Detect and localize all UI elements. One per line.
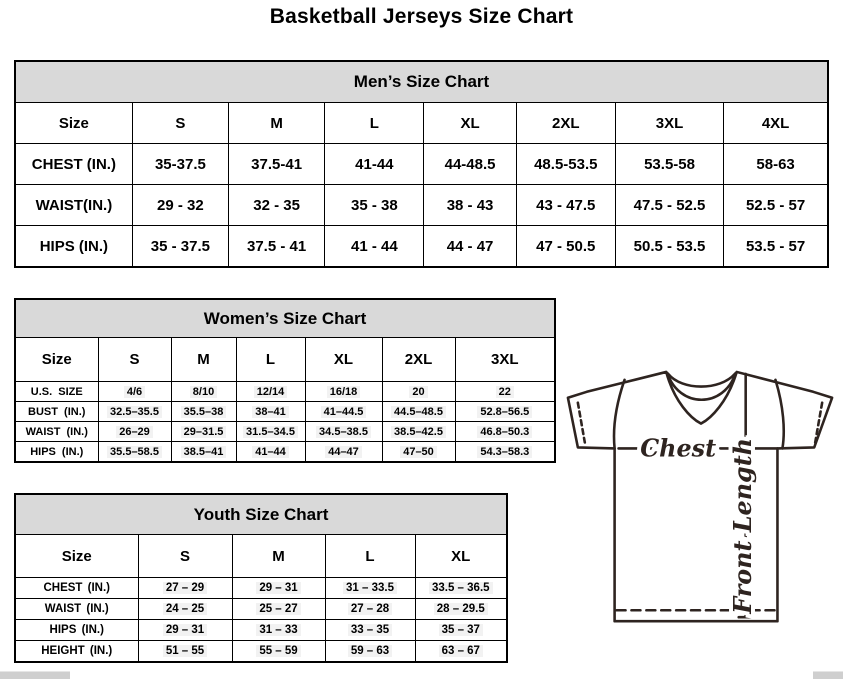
size-value: 31.5–34.5 xyxy=(243,426,298,438)
size-value: 38.5–42.5 xyxy=(391,426,446,438)
size-value-cell: 32 - 35 xyxy=(229,185,325,226)
size-value: 34.5–38.5 xyxy=(316,426,371,438)
size-value: 27 – 28 xyxy=(348,603,392,615)
size-value-cell xyxy=(325,599,415,620)
size-value: 16/18 xyxy=(327,386,361,398)
size-value: 32.5–35.5 xyxy=(107,406,162,418)
size-value-cell xyxy=(325,620,415,641)
size-value-cell: 48.5-53.5 xyxy=(516,144,615,185)
size-value-cell xyxy=(305,442,382,463)
size-value-cell xyxy=(305,422,382,442)
size-value: 63 – 67 xyxy=(439,645,483,657)
column-header: 3XL xyxy=(455,338,555,382)
size-value-cell xyxy=(415,599,507,620)
row-label: HEIGHT (IN.) xyxy=(15,641,138,663)
youth-chart-title: Youth Size Chart xyxy=(15,494,507,535)
page-title: Basketball Jerseys Size Chart xyxy=(269,5,574,28)
table-row xyxy=(15,226,828,268)
size-value-cell: 47.5 - 52.5 xyxy=(615,185,723,226)
size-value: 12/14 xyxy=(254,386,288,398)
row-label: HIPS (IN.) xyxy=(15,442,98,463)
size-value: 26–29 xyxy=(116,426,153,438)
column-header: M xyxy=(171,338,236,382)
table-row xyxy=(15,382,555,402)
size-value-cell xyxy=(232,578,325,599)
size-value-cell xyxy=(415,578,507,599)
size-value: 46.8–50.3 xyxy=(477,426,532,438)
size-value: 8/10 xyxy=(190,386,217,398)
left-cuff-dashed-line xyxy=(578,403,585,443)
size-value-cell: 37.5-41 xyxy=(229,144,325,185)
size-value-cell xyxy=(98,442,171,463)
collar-arc-outer xyxy=(668,374,735,387)
row-label: HIPS (IN.) xyxy=(15,226,132,268)
column-header: S xyxy=(132,103,228,144)
size-value-cell xyxy=(455,422,555,442)
table-row xyxy=(15,185,828,226)
size-value: 33 – 35 xyxy=(348,624,392,636)
column-header: S xyxy=(98,338,171,382)
mens-chart-title: Men’s Size Chart xyxy=(15,61,828,103)
size-value: 29 – 31 xyxy=(256,582,300,594)
size-value-cell xyxy=(415,620,507,641)
size-value: 22 xyxy=(496,386,514,398)
size-value: 44–47 xyxy=(325,446,362,458)
row-label: BUST (IN.) xyxy=(15,402,98,422)
left-armhole-seam xyxy=(614,380,625,449)
size-value-cell xyxy=(382,442,455,463)
size-value: 35 – 37 xyxy=(439,624,483,636)
size-value-cell xyxy=(236,442,305,463)
column-header: 4XL xyxy=(724,103,828,144)
size-value: 55 – 59 xyxy=(256,645,300,657)
size-value: 38.5–41 xyxy=(181,446,227,458)
right-armhole-seam xyxy=(775,380,783,449)
size-value: 54.3–58.3 xyxy=(477,446,532,458)
row-label: HIPS (IN.) xyxy=(15,620,138,641)
size-corner-header: Size xyxy=(15,535,138,578)
column-header: L xyxy=(325,535,415,578)
size-value: 59 – 63 xyxy=(348,645,392,657)
size-value-cell xyxy=(382,382,455,402)
size-value-cell: 35 - 37.5 xyxy=(132,226,228,268)
size-value: 33.5 – 36.5 xyxy=(429,582,493,594)
size-value-cell: 29 - 32 xyxy=(132,185,228,226)
size-value-cell xyxy=(382,402,455,422)
size-value-cell xyxy=(455,402,555,422)
jersey-outline xyxy=(568,372,832,621)
size-value: 35.5–58.5 xyxy=(107,446,162,458)
size-value: 25 – 27 xyxy=(256,603,300,615)
size-value-cell xyxy=(455,382,555,402)
size-value: 47–50 xyxy=(400,446,437,458)
size-value-cell xyxy=(232,599,325,620)
size-value: 29 – 31 xyxy=(163,624,207,636)
size-value-cell xyxy=(98,422,171,442)
size-value: 41–44 xyxy=(252,446,289,458)
chest-label: Chest xyxy=(640,434,717,463)
size-value-cell xyxy=(171,382,236,402)
size-value: 28 – 29.5 xyxy=(434,603,488,615)
size-value: 27 – 29 xyxy=(163,582,207,594)
horizontal-scrollbar-thumb-left[interactable] xyxy=(0,671,70,679)
womens-size-chart-table xyxy=(14,298,556,463)
size-value-cell: 52.5 - 57 xyxy=(724,185,828,226)
table-row xyxy=(15,620,507,641)
jersey-measurement-diagram xyxy=(557,360,843,652)
table-row xyxy=(15,599,507,620)
size-value: 4/6 xyxy=(124,386,145,398)
size-value: 51 – 55 xyxy=(163,645,207,657)
row-label: U.S. SIZE xyxy=(15,382,98,402)
table-row xyxy=(15,641,507,663)
womens-chart-title: Women’s Size Chart xyxy=(15,299,555,338)
column-header-row xyxy=(15,338,555,382)
column-header: L xyxy=(236,338,305,382)
table-row xyxy=(15,422,555,442)
horizontal-scrollbar-thumb-right[interactable] xyxy=(813,671,843,679)
table-row xyxy=(15,578,507,599)
row-label: CHEST (IN.) xyxy=(15,578,138,599)
size-value-cell: 44-48.5 xyxy=(424,144,516,185)
size-value: 38–41 xyxy=(252,406,289,418)
size-value-cell xyxy=(171,402,236,422)
size-value-cell xyxy=(98,382,171,402)
column-header: XL xyxy=(415,535,507,578)
size-value-cell: 38 - 43 xyxy=(424,185,516,226)
size-value-cell: 37.5 - 41 xyxy=(229,226,325,268)
size-value-cell: 53.5 - 57 xyxy=(724,226,828,268)
size-value-cell xyxy=(232,641,325,663)
row-label: WAIST (IN.) xyxy=(15,422,98,442)
size-value-cell xyxy=(236,422,305,442)
column-header: M xyxy=(232,535,325,578)
size-value: 29–31.5 xyxy=(181,426,227,438)
mens-size-chart-table xyxy=(14,60,829,268)
size-value: 20 xyxy=(409,386,427,398)
size-value-cell xyxy=(305,382,382,402)
table-row xyxy=(15,402,555,422)
column-header-row xyxy=(15,535,507,578)
table-row xyxy=(15,442,555,463)
size-value-cell: 41 - 44 xyxy=(325,226,424,268)
front-length-label: Front Length xyxy=(729,437,758,614)
size-value-cell: 50.5 - 53.5 xyxy=(615,226,723,268)
size-value-cell xyxy=(171,442,236,463)
size-corner-header: Size xyxy=(15,338,98,382)
size-value: 31 – 33.5 xyxy=(343,582,397,594)
youth-size-chart-table xyxy=(14,493,508,663)
size-value-cell: 53.5-58 xyxy=(615,144,723,185)
column-header: XL xyxy=(424,103,516,144)
size-value-cell: 44 - 47 xyxy=(424,226,516,268)
size-value-cell xyxy=(382,422,455,442)
table-row xyxy=(15,144,828,185)
size-value-cell xyxy=(138,578,232,599)
size-value-cell xyxy=(305,402,382,422)
column-header: S xyxy=(138,535,232,578)
size-value-cell: 58-63 xyxy=(724,144,828,185)
size-value-cell: 47 - 50.5 xyxy=(516,226,615,268)
size-corner-header: Size xyxy=(15,103,132,144)
size-value-cell: 41-44 xyxy=(325,144,424,185)
row-label: WAIST(IN.) xyxy=(15,185,132,226)
column-header: 3XL xyxy=(615,103,723,144)
column-header: 2XL xyxy=(382,338,455,382)
size-value-cell xyxy=(138,641,232,663)
column-header: XL xyxy=(305,338,382,382)
column-header: M xyxy=(229,103,325,144)
size-value-cell xyxy=(325,578,415,599)
size-value: 24 – 25 xyxy=(163,603,207,615)
size-value: 41–44.5 xyxy=(321,406,367,418)
row-label: WAIST (IN.) xyxy=(15,599,138,620)
size-value: 31 – 33 xyxy=(256,624,300,636)
size-value-cell xyxy=(236,382,305,402)
size-value-cell xyxy=(138,620,232,641)
size-value-cell xyxy=(455,442,555,463)
size-value-cell: 43 - 47.5 xyxy=(516,185,615,226)
size-value-cell xyxy=(232,620,325,641)
size-value-cell xyxy=(138,599,232,620)
size-value-cell xyxy=(325,641,415,663)
column-header: 2XL xyxy=(516,103,615,144)
size-value-cell: 35 - 38 xyxy=(325,185,424,226)
row-label: CHEST (IN.) xyxy=(15,144,132,185)
size-value: 52.8–56.5 xyxy=(477,406,532,418)
column-header-row xyxy=(15,103,828,144)
size-value: 44.5–48.5 xyxy=(391,406,446,418)
column-header: L xyxy=(325,103,424,144)
size-value-cell xyxy=(415,641,507,663)
size-value: 35.5–38 xyxy=(181,406,227,418)
size-value-cell: 35-37.5 xyxy=(132,144,228,185)
size-value-cell xyxy=(98,402,171,422)
size-value-cell xyxy=(236,402,305,422)
size-value-cell xyxy=(171,422,236,442)
